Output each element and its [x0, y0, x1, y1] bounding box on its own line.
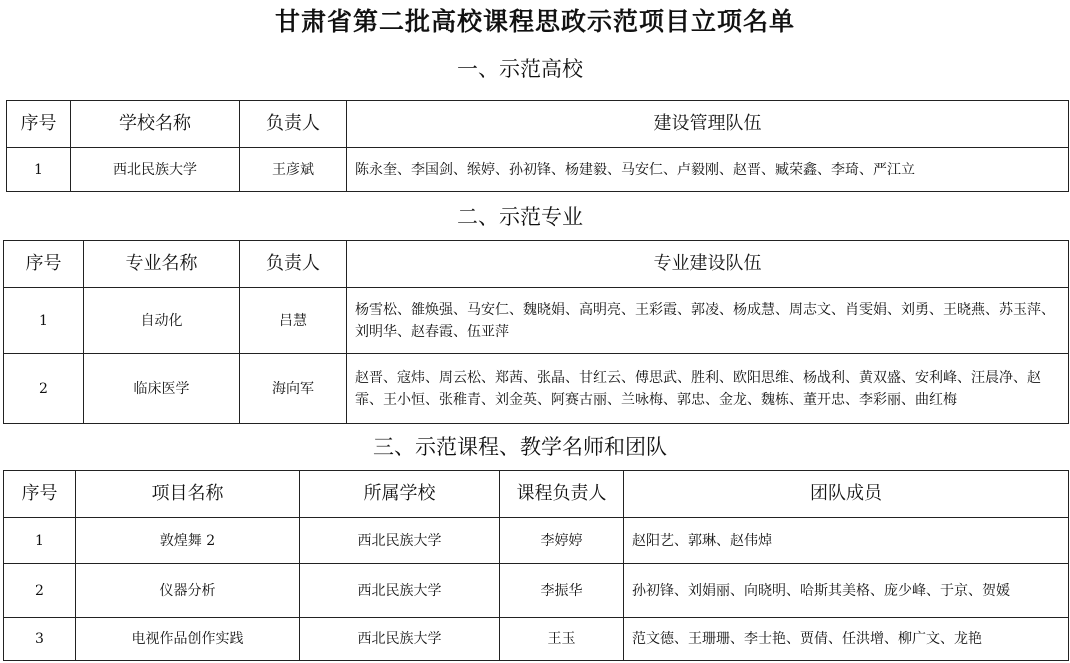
- table-row: [4, 618, 1069, 661]
- row-school: 西北民族大学: [300, 618, 500, 661]
- row-leader: 吕慧: [240, 288, 347, 354]
- table-row: [7, 148, 1069, 192]
- row-no: 1: [4, 518, 76, 564]
- row-team-members: 孙初锋、刘娟丽、向晓明、哈斯其美格、庞少峰、于京、贺媛: [624, 564, 1069, 618]
- row-school: 西北民族大学: [300, 518, 500, 564]
- header-team: 专业建设队伍: [347, 241, 1069, 288]
- table-demo-universities: [6, 100, 1069, 192]
- row-no: 1: [4, 288, 84, 354]
- row-project-name: 仪器分析: [76, 564, 300, 618]
- section-heading-3: 三、示范课程、教学名师和团队: [373, 435, 667, 459]
- table-header-row: [4, 241, 1069, 288]
- row-course-leader: 王玉: [500, 618, 624, 661]
- table-row: [4, 564, 1069, 618]
- table-row: [4, 354, 1069, 424]
- row-leader: 海向军: [240, 354, 347, 424]
- header-course-leader: 课程负责人: [500, 471, 624, 518]
- row-school: 西北民族大学: [300, 564, 500, 618]
- row-no: 2: [4, 354, 84, 424]
- row-no: 2: [4, 564, 76, 618]
- row-course-leader: 李振华: [500, 564, 624, 618]
- header-team-members: 团队成员: [624, 471, 1069, 518]
- row-team: 杨雪松、雒焕强、马安仁、魏晓娟、高明亮、王彩霞、郭凌、杨成慧、周志文、肖雯娟、刘勇、王晓燕、苏玉萍、刘明华、赵春霞、伍亚萍: [347, 288, 1069, 354]
- row-leader: 王彦斌: [240, 148, 347, 192]
- header-school: 所属学校: [300, 471, 500, 518]
- table-header-row: [7, 101, 1069, 148]
- header-school-name: 学校名称: [71, 101, 240, 148]
- row-project-name: 敦煌舞 2: [76, 518, 300, 564]
- document-title: 甘肃省第二批高校课程思政示范项目立项名单: [274, 7, 795, 36]
- header-project-name: 项目名称: [76, 471, 300, 518]
- header-no: 序号: [4, 471, 76, 518]
- table-row: [4, 288, 1069, 354]
- row-project-name: 电视作品创作实践: [76, 618, 300, 661]
- section-heading-2: 二、示范专业: [457, 205, 583, 229]
- header-leader: 负责人: [240, 241, 347, 288]
- row-team-members: 范文德、王珊珊、李士艳、贾倩、任洪增、柳广文、龙艳: [624, 618, 1069, 661]
- row-school-name: 西北民族大学: [71, 148, 240, 192]
- section-heading-1: 一、示范高校: [457, 57, 583, 81]
- row-no: 3: [4, 618, 76, 661]
- row-course-leader: 李婷婷: [500, 518, 624, 564]
- header-team: 建设管理队伍: [347, 101, 1069, 148]
- row-team-members: 赵阳艺、郭琳、赵伟焯: [624, 518, 1069, 564]
- row-team: 陈永奎、李国剑、缑婷、孙初锋、杨建毅、马安仁、卢毅刚、赵晋、臧荣鑫、李琦、严江立: [347, 148, 1069, 192]
- table-demo-courses: [3, 470, 1069, 661]
- header-no: 序号: [7, 101, 71, 148]
- header-major-name: 专业名称: [84, 241, 240, 288]
- row-team: 赵晋、寇炜、周云松、郑茜、张晶、甘红云、傅思武、胜利、欧阳思维、杨战利、黄双盛、安利峰、汪晨净、赵霏、王小恒、张稚青、刘金英、阿赛古丽、兰咏梅、郭忠、金龙、魏栋、董开忠、李彩丽、曲红梅: [347, 354, 1069, 424]
- table-demo-majors: [3, 240, 1069, 424]
- row-no: 1: [7, 148, 71, 192]
- row-major-name: 自动化: [84, 288, 240, 354]
- row-major-name: 临床医学: [84, 354, 240, 424]
- table-row: [4, 518, 1069, 564]
- header-leader: 负责人: [240, 101, 347, 148]
- table-header-row: [4, 471, 1069, 518]
- header-no: 序号: [4, 241, 84, 288]
